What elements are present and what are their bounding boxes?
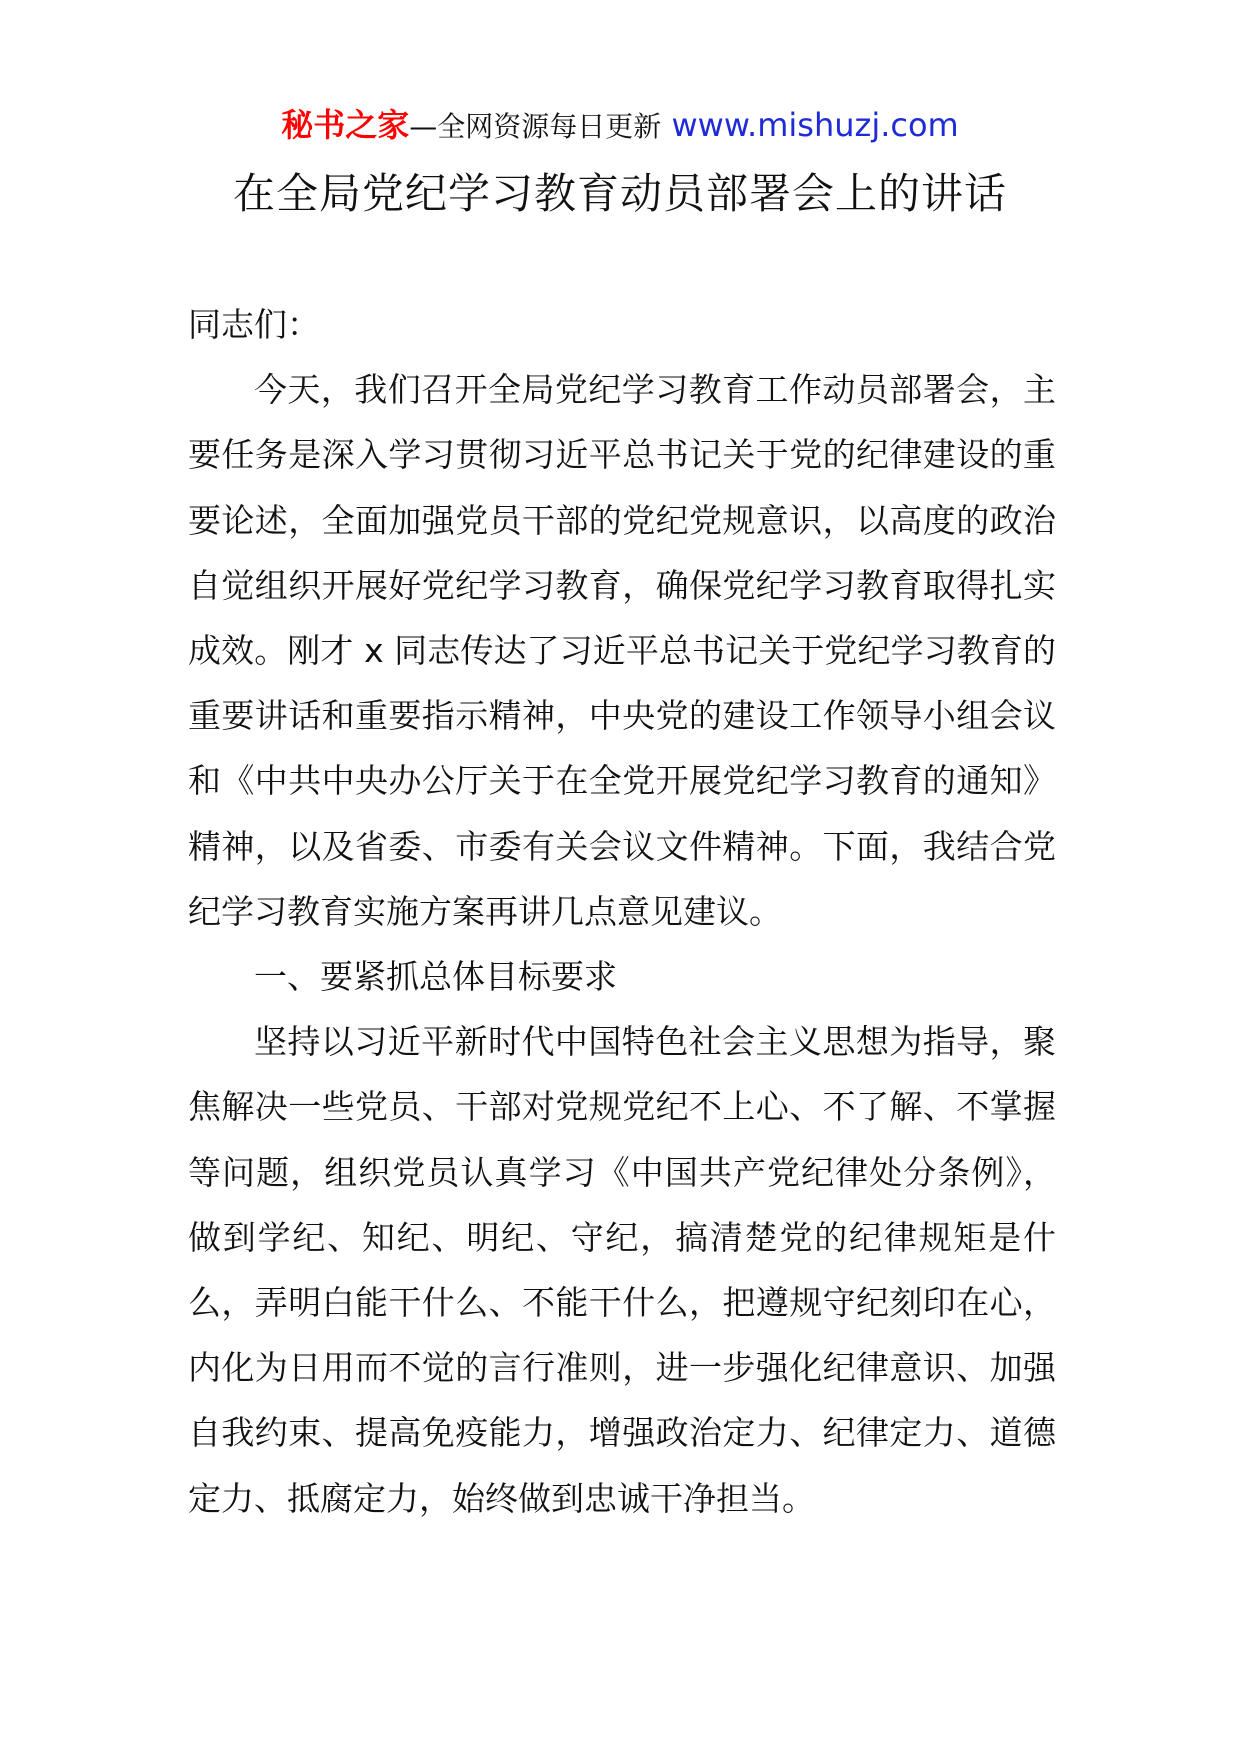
- site-header: [0, 100, 1240, 152]
- salutation: 同志们：: [188, 305, 320, 344]
- section-heading: 一、要紧抓总体目标要求: [254, 957, 617, 997]
- document-title: 在全局党纪学习教育动员部署会上的讲话: [232, 169, 1007, 218]
- site-url: www.mishuzj.com: [671, 106, 959, 144]
- document-body: [188, 292, 1056, 1531]
- brand-name: 秘书之家: [281, 106, 410, 144]
- header-tagline: —全网资源每日更新: [409, 110, 662, 143]
- paragraph-goals: 坚持以习近平新时代中国特色社会主义思想为指导，聚焦解决一些党员、干部对党规党纪不上心、不了解、不掌握等问题，组织党员认真学习《中国共产党纪律处分条例》，做到学纪、知纪、明纪、守纪，搞清楚党的纪律规矩是什么，弄明白能干什么、不能干什么，把遵规守纪刻印在心，内化为日用而不觉的言行准则，进一步强化纪律意识、加强自我约束、提高免疫能力，增强政治定力、纪律定力、道德定力、抵腐定力，始终做到忠诚干净担当。: [188, 1022, 1056, 1518]
- paragraph-intro: 今天，我们召开全局党纪学习教育工作动员部署会，主要任务是深入学习贯彻习近平总书记关于党的纪律建设的重要论述，全面加强党员干部的党纪党规意识，以高度的政治自觉组织开展好党纪学习教育，确保党纪学习教育取得扎实成效。刚才 x 同志传达了习近平总书记关于党纪学习教育的重要讲话和重要指示精神，中央党的建设工作领导小组会议和《中共中央办公厅关于在全党开展党纪学习教育的通知》精神，以及省委、市委有关会议文件精神。下面，我结合党纪学习教育实施方案再讲几点意见建议。: [188, 370, 1056, 931]
